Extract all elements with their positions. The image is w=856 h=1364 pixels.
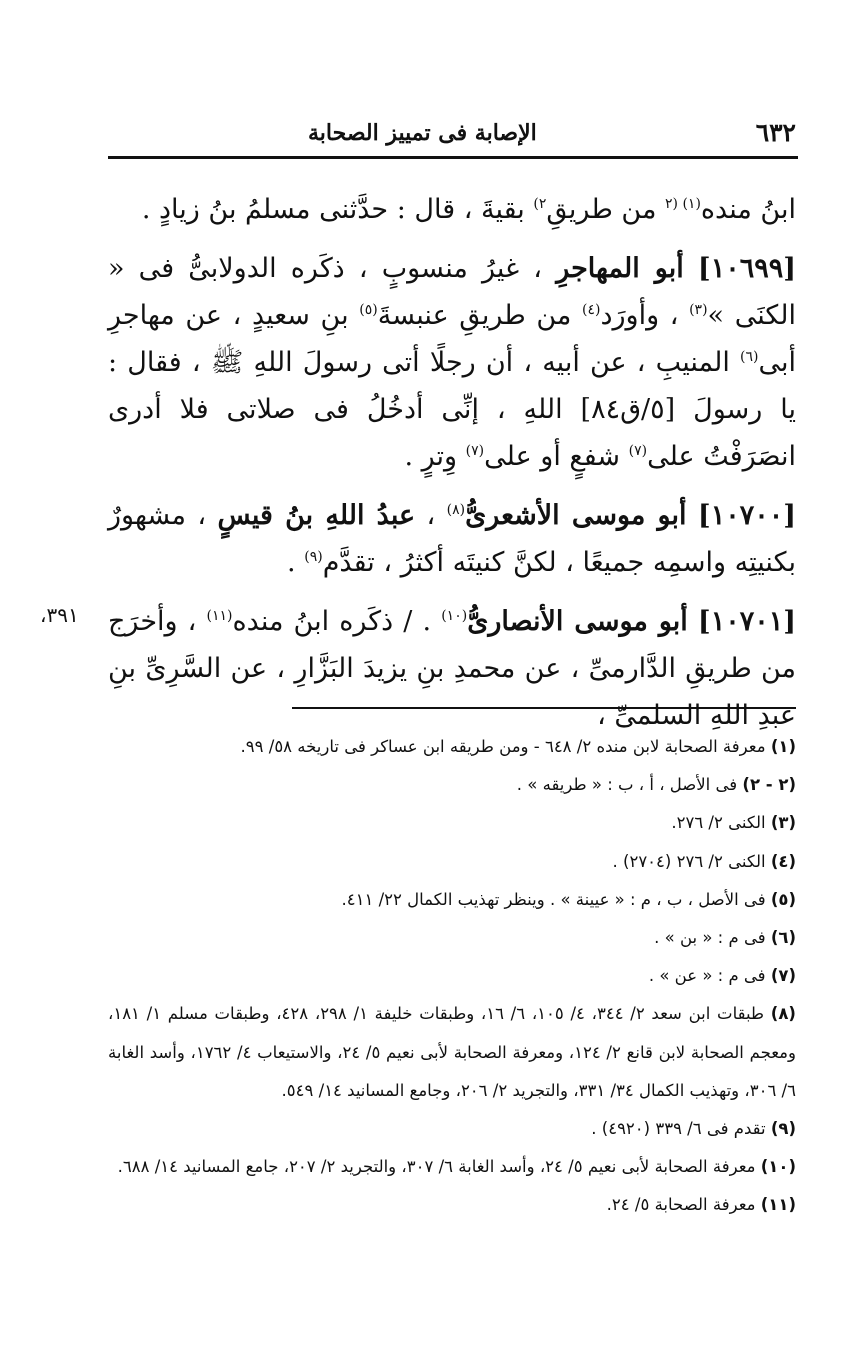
footnote-text: تقدم فى ٦/ ٣٣٩ (٤٩٢٠) . — [591, 1119, 771, 1139]
footnote-text: معرفة الصحابة لابن منده ٢/ ٦٤٨ - ومن طريقه ابن عساكر فى تاريخه ٥٨/ ٩٩. — [240, 737, 771, 756]
text-run: وِترٍ . — [404, 441, 466, 472]
header-rule — [108, 156, 798, 159]
text-run: من طريقِ عنبسةَ — [377, 300, 582, 331]
footnote-number: (٧) — [770, 966, 796, 986]
footnote-ref: ٢) — [533, 196, 547, 212]
footnote-separator — [292, 707, 796, 709]
footnote-ref: (٩) — [304, 549, 323, 565]
entry-number: [١٠٧٠١] — [697, 606, 796, 637]
main-text — [108, 186, 796, 739]
footnote — [108, 1148, 796, 1186]
footnote-ref: (٤) — [582, 302, 601, 318]
text-run: . — [287, 547, 305, 578]
footnote-number: (٥) — [770, 889, 796, 909]
footnote-ref: (١١) — [206, 608, 233, 624]
footnote — [108, 1186, 796, 1224]
footnote — [108, 804, 796, 842]
page-header — [108, 118, 796, 154]
footnote — [108, 919, 796, 957]
footnote-number: (٨) — [770, 1004, 796, 1024]
footnote-text: الكنى ٢/ ٢٧٦. — [671, 813, 771, 833]
footnote-ref: (٥) — [359, 302, 378, 318]
entry-10699 — [108, 245, 796, 480]
entry-full-name: عبدُ اللهِ بنُ قيسٍ — [217, 500, 416, 531]
entry-10700 — [108, 492, 796, 586]
footnote-ref: (١٠) — [441, 608, 468, 624]
text-run: ابنُ منده — [700, 194, 796, 225]
footnote — [108, 843, 796, 881]
intro-paragraph — [108, 186, 796, 233]
entry-10701 — [108, 598, 796, 739]
footnote-ref: (٧) — [628, 443, 648, 459]
footnote — [108, 957, 796, 995]
text-run: شفعٍ أو على — [484, 441, 629, 472]
footnote-ref: (٦) — [740, 349, 759, 365]
footnote-number: (١١) — [760, 1195, 796, 1215]
text-run: ، وأورَد — [600, 300, 690, 331]
text-run: المنيبِ ، عن أبيه ، أن رجلًا أتى رسولَ اللهِ ﷺ ، فقال : يا رسولَ [٥/ق٨٤] اللهِ ، إنِّى أدخُلُ فى صلاتى فلا أدرى انصَرَفْتُ على — [108, 347, 796, 472]
text-run: بقيةَ ، قال : حدَّثنى مسلمُ بنُ زيادٍ . — [141, 194, 534, 225]
footnote-text: معرفة الصحابة ٥/ ٢٤. — [606, 1195, 761, 1215]
footnote-number: (٩) — [770, 1119, 796, 1139]
entry-name: أبو موسى الأنصارىُّ — [467, 606, 688, 637]
footnote-text: الكنى ٢/ ٢٧٦ (٢٧٠٤) . — [612, 851, 771, 871]
footnote — [108, 995, 796, 1110]
text-run: ، وأخرَج من طريقِ الدَّارمىِّ ، عن محمدِ بنِ يزيدَ البَزَّارِ ، عن السَّرِىِّ بنِ عبدِ اللهِ السلمىِّ ، — [108, 606, 796, 731]
footnote-number: (٤) — [770, 851, 796, 871]
footnote — [108, 728, 796, 766]
footnote — [108, 766, 796, 804]
footnote-text: طبقات ابن سعد ٢/ ٣٤٤، ٤/ ١٠٥، ٦/ ١٦، وطبقات خليفة ١/ ٢٩٨، ٤٢٨، وطبقات مسلم ١/ ١٨١، ومعجم الصحابة لابن قانع ٢/ ١٢٤، ومعرفة الصحابة لأبى نعيم ٥/ ٢٤، والاستيعاب ٤/ ١٧٦٢، وأسد الغابة ٦/ ٣٠٦، وتهذيب الكمال ٣٤/ ٣٣١، والتجريد ٢/ ٢٠٦، وجامع المسانيد ١٤/ ٥٤٩. — [108, 1004, 796, 1100]
text-run: ، مشهورٌ بكنيتِه واسمِه جميعًا ، لكنَّ كنيتَه أكثرُ ، تقدَّم — [108, 500, 796, 578]
footnote-ref: (٧) — [465, 443, 485, 459]
footnote-number: (٦) — [770, 928, 796, 948]
footnote-number: (١) — [770, 737, 796, 756]
footnote-number: (١٠) — [760, 1157, 796, 1177]
text-run: ، غيرُ منسوبٍ ، ذكَره الدولابىُّ فى « الكنَى » — [108, 253, 796, 331]
text-run: من طريقِ — [546, 194, 665, 225]
margin-manuscript-note: ٣٩١، — [40, 603, 79, 627]
footnote-ref: (٣) — [689, 302, 708, 318]
text-run: . / ذكَره ابنُ منده — [232, 606, 442, 637]
footnote — [108, 881, 796, 919]
text-run: ، — [415, 500, 447, 531]
footnote-number: (٢ - ٢) — [742, 775, 796, 795]
running-title: الإصابة فى تمييز الصحابة — [308, 120, 537, 146]
footnote-ref: (٨) — [446, 502, 466, 518]
footnote — [108, 1110, 796, 1148]
entry-name: أبو المهاجرِ — [556, 253, 684, 284]
footnote-text: معرفة الصحابة لأبى نعيم ٥/ ٢٤، وأسد الغابة ٦/ ٣٠٧، والتجريد ٢/ ٢٠٧، جامع المسانيد ١٤/ ٦٨٨. — [117, 1157, 761, 1177]
entry-name: أبو موسى الأشعرىُّ — [465, 500, 687, 531]
footnote-ref: (١) (٢ — [665, 196, 701, 212]
entry-number: [١٠٧٠٠] — [697, 500, 796, 531]
footnote-text: فى الأصل ، ب ، م : « عيينة » . وينظر تهذيب الكمال ٢٢/ ٤١١. — [341, 889, 771, 909]
footnotes — [108, 728, 796, 1225]
footnote-text: فى الأصل ، أ ، ب : « طريقه » . — [516, 775, 743, 795]
entry-number: [١٠٦٩٩] — [697, 253, 796, 284]
footnote-number: (٣) — [770, 813, 796, 833]
page-number: ٦٣٢ — [755, 118, 796, 147]
footnote-text: فى م : « بن » . — [654, 928, 771, 948]
footnote-text: فى م : « عن » . — [648, 966, 771, 986]
text-run: بنِ سعيدٍ ، عن مهاجرِ أبى — [108, 300, 796, 378]
